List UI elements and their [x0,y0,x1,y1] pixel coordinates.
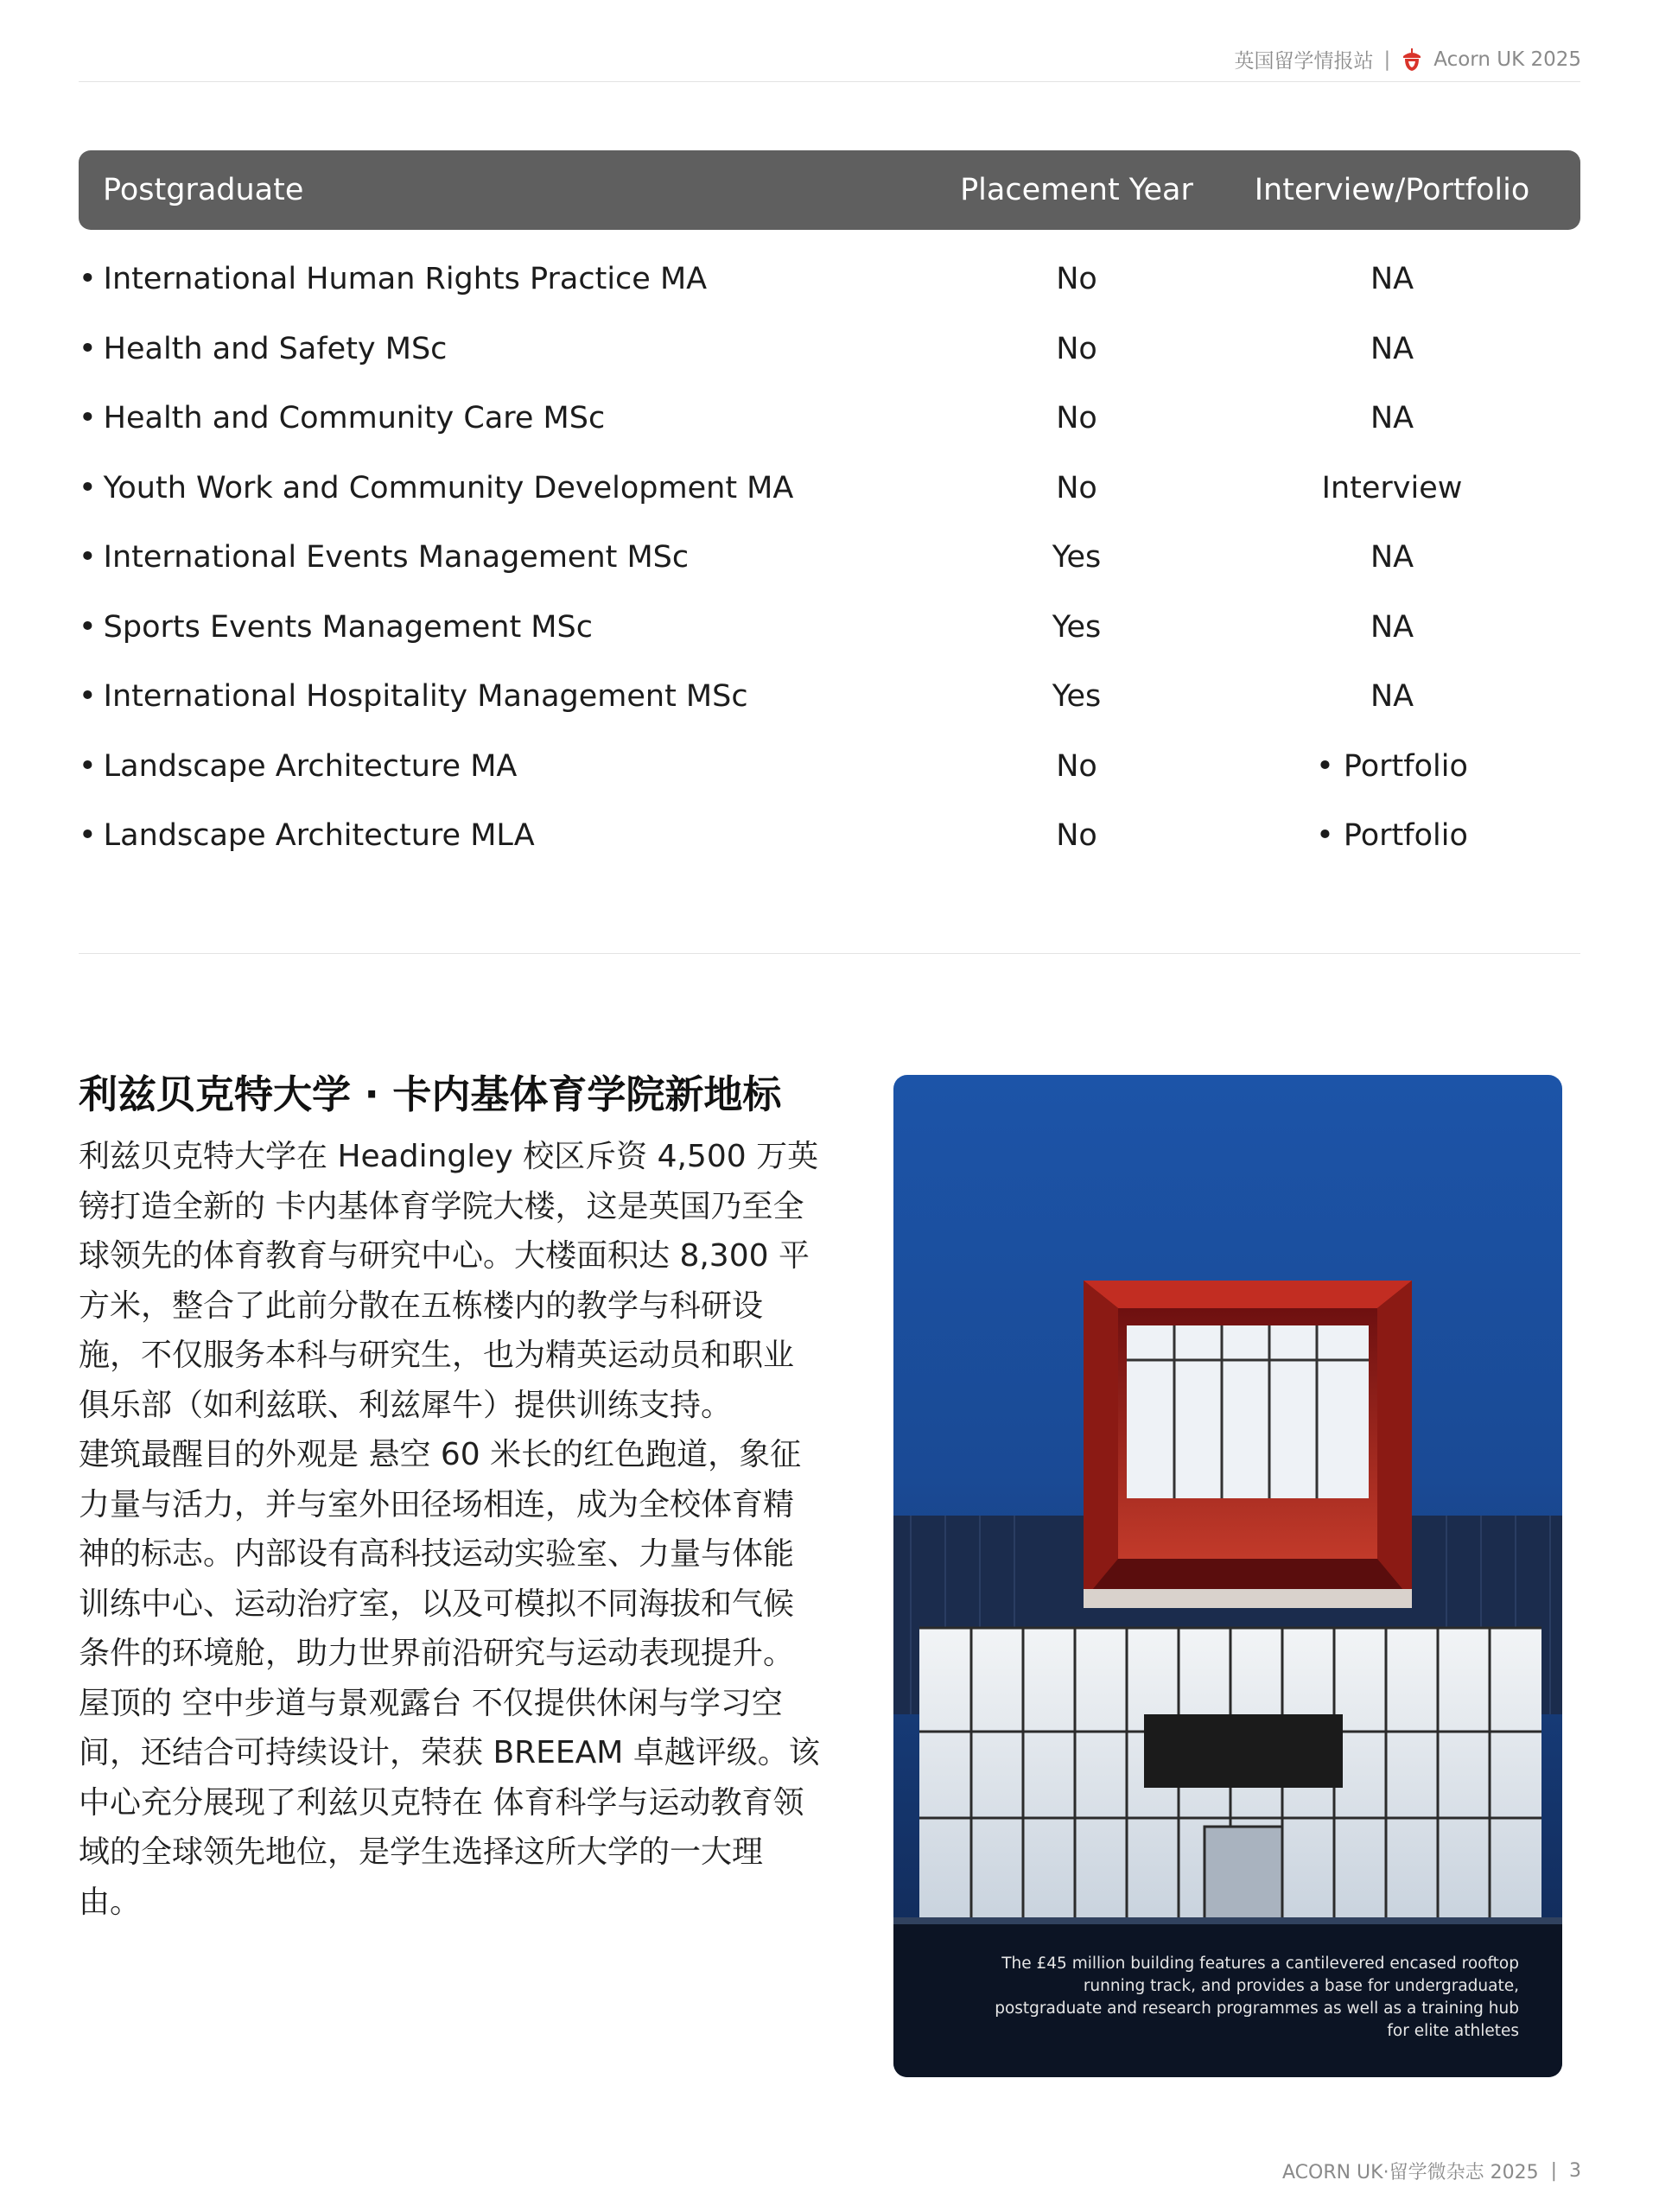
magazine-name: ACORN UK·留学微杂志 2025 [1281,2162,1539,2183]
article-paragraph: 建筑最醒目的外观是 悬空 60 米长的红色跑道，象征力量与活力，并与室外田径场相连，成为全校体育精神的标志。内部设有高科技运动实验室、力量与体能训练中心、运动治疗室，以及可模拟不同海拔和气候条件的环境舱，助力世界前沿研究与运动表现提升。 [79,1437,802,1671]
program-name: • Landscape Architecture MA [79,749,517,784]
program-name: • Sports Events Management MSc [79,610,593,645]
table-row [79,454,1580,524]
brand-name: Acorn UK 2025 [1433,48,1581,71]
column-header-placement-year: Placement Year [960,173,1193,207]
interview-portfolio-value: • Portfolio [1316,748,1468,784]
table-row [79,732,1580,802]
interview-portfolio-value: NA [1370,609,1414,645]
interview-portfolio-value: NA [1370,401,1414,436]
placement-year-value: Yes [1052,540,1102,575]
program-name: • Landscape Architecture MLA [79,818,535,853]
acorn-logo-icon [1401,47,1423,73]
photo-caption: The £45 million building features a cantilevered encased rooftop running track, and provides a base for undergraduate, postgraduate and research programmes as well as a training hub for elite athletes [995,1955,1519,2040]
table-row [79,315,1580,385]
table-row [79,801,1580,871]
table-row [79,245,1580,315]
placement-year-value: No [1056,401,1097,436]
interview-portfolio-value: NA [1370,679,1414,715]
placement-year-value: Yes [1052,609,1102,645]
interview-portfolio-value: NA [1370,331,1414,366]
building-photo [893,1075,1562,2077]
interview-portfolio-value: • Portfolio [1316,818,1468,854]
article-title: 利兹贝克特大学 · 卡内基体育学院新地标 [79,1071,782,1117]
footer-separator: | [1550,2160,1557,2182]
program-name: • Health and Community Care MSc [79,401,605,435]
program-name: • International Human Rights Practice MA [79,262,707,296]
column-header-interview-portfolio: Interview/Portfolio [1254,173,1530,207]
program-name: • Health and Safety MSc [79,332,447,366]
article [79,1070,822,1927]
page-footer [1282,2158,1581,2184]
building-illustration [893,1075,1562,2077]
program-name: • Youth Work and Community Development MA [79,471,793,505]
placement-year-value: No [1056,748,1097,784]
table-row [79,662,1580,732]
interview-portfolio-value: NA [1370,262,1414,297]
program-name: • International Hospitality Management MSc [79,679,748,714]
table-header [79,150,1580,230]
placement-year-value: Yes [1052,679,1102,715]
placement-year-value: No [1056,818,1097,854]
site-name: 英国留学情报站 [1234,50,1374,73]
page-header [1235,45,1582,73]
page-number: 3 [1569,2160,1581,2182]
table-row [79,384,1580,454]
placement-year-value: No [1056,470,1097,505]
section-divider [79,953,1580,954]
program-table [79,245,1580,871]
header-separator: | [1383,48,1391,71]
article-paragraph: 利兹贝克特大学在 Headingley 校区斥资 4,500 万英镑打造全新的 卡内基体育学院大楼，这是英国乃至全球领先的体育教育与研究中心。大楼面积达 8,300 平方米，整合了此前分散在五栋楼内的教学与科研设施，不仅服务本科与研究生，也为精英运动员和职业俱乐部（如利兹联、利兹犀牛）提供训练支持。 [79,1139,819,1423]
placement-year-value: No [1056,262,1097,297]
interview-portfolio-value: NA [1370,540,1414,575]
placement-year-value: No [1056,331,1097,366]
column-header-postgraduate: Postgraduate [103,173,304,207]
header-divider [79,81,1580,82]
article-paragraph: 屋顶的 空中步道与景观露台 不仅提供休闲与学习空间，还结合可持续设计，荣获 BREEAM 卓越评级。该中心充分展现了利兹贝克特在 体育科学与运动教育领域的全球领先地位，是学生选择这所大学的一大理由。 [79,1685,820,1920]
interview-portfolio-value: Interview [1321,470,1463,505]
program-name: • International Events Management MSc [79,540,689,575]
table-row [79,593,1580,663]
table-row [79,523,1580,593]
